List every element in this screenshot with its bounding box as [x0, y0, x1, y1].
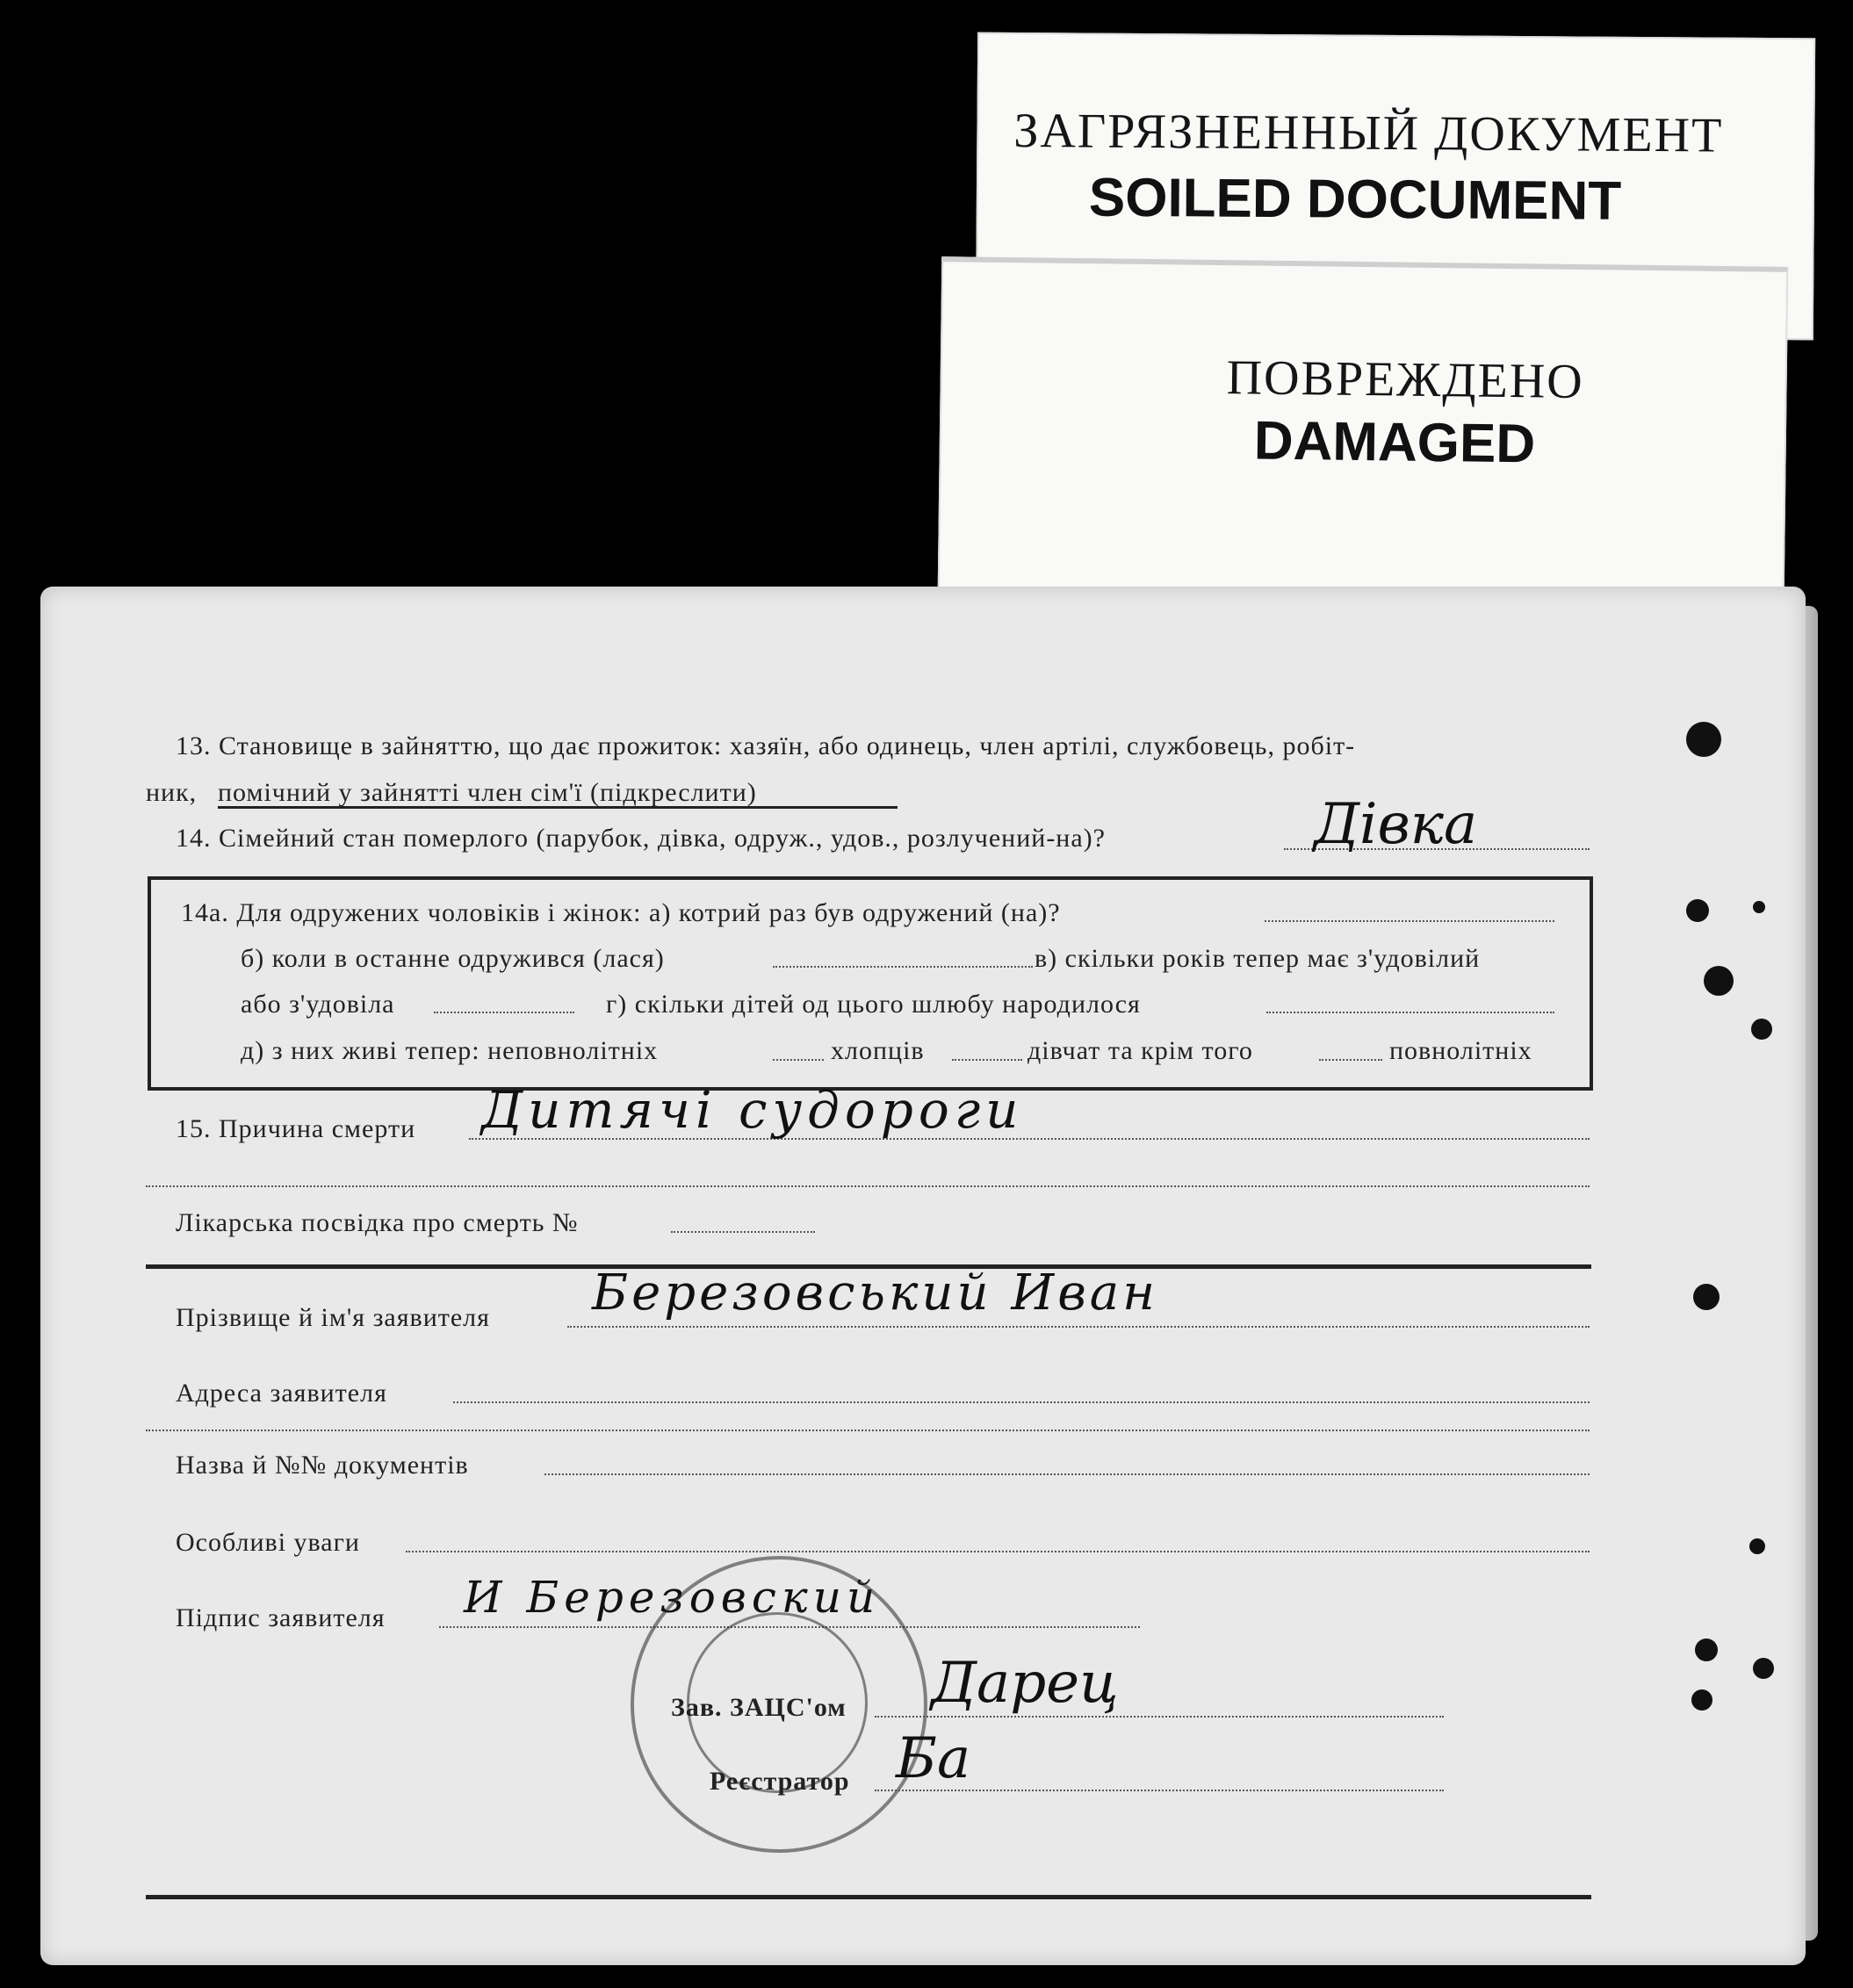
medical-cert-label: Лікарська посвідка про смерть № [176, 1208, 579, 1237]
item15-second-line [146, 1185, 1590, 1187]
item14a-b-field-line [773, 966, 1033, 968]
item14a-line3b: г) скільки дітей од цього шлюбу народилося [606, 990, 1141, 1019]
documents-line [544, 1473, 1590, 1475]
applicant-address-label: Адреса заявителя [176, 1379, 387, 1408]
documents-label: Назва й №№ документів [176, 1451, 469, 1480]
special-notes-label: Особливі уваги [176, 1528, 360, 1557]
binder-hole [1691, 1689, 1712, 1711]
item14a-line4b: хлопців [831, 1036, 925, 1065]
applicant-address-line [453, 1401, 1590, 1403]
item14a-line1: 14а. Для одружених чоловіків і жінок: а) котрий раз був одружений (на)? [181, 898, 1061, 927]
applicant-address-second-line [146, 1430, 1590, 1431]
special-notes-line [406, 1551, 1590, 1552]
item15-cause-of-death-value: Дитячі судороги [481, 1080, 1024, 1140]
head-zags-line [875, 1716, 1444, 1718]
item14-label: 14. Сімейний стан померлого (парубок, дівка, одруж., удов., розлучений-на)? [176, 824, 1106, 853]
item14a-boys-field-line [952, 1059, 1022, 1061]
head-zags-signature: Дарец [931, 1651, 1119, 1716]
item14a-a-field-line [1265, 920, 1554, 922]
item13-line1: 13. Становище в зайняттю, що дає прожиток: хазяїн, або одинець, член артілі, службовець, робіт- [176, 731, 1356, 760]
item14a-v-field-line [434, 1012, 574, 1013]
binder-hole [1704, 966, 1734, 996]
damaged-label-en: DAMAGED [1253, 410, 1536, 475]
applicant-signature-label: Підпис заявителя [176, 1603, 386, 1632]
binder-hole [1753, 901, 1765, 913]
applicant-signature-value: И Березовский [464, 1572, 881, 1623]
section-divider-bottom [146, 1895, 1591, 1899]
binder-hole [1695, 1639, 1718, 1661]
item14a-line4a: д) з них живі тепер: неповнолітніх [241, 1036, 659, 1065]
binder-hole [1686, 722, 1721, 757]
item13-line2-underlined: помічний у зайнятті член сім'ї (підкреслити) [218, 778, 757, 807]
item14a-line2b: в) скільки років тепер має з'удовілий [1035, 944, 1481, 973]
applicant-name-label: Прізвище й ім'я заявителя [176, 1303, 490, 1332]
item14a-minors-field-line [773, 1059, 824, 1061]
binder-hole [1686, 899, 1709, 922]
item14-marital-status-value: Дівка [1314, 792, 1478, 857]
registrar-label: Реєстратор [710, 1767, 850, 1796]
item14a-line2a: б) коли в останне одружився (лася) [241, 944, 665, 973]
soiled-label-ru: ЗАГРЯЗНЕННЫЙ ДОКУМЕНТ [1013, 103, 1724, 163]
item14a-line4d: повнолітніх [1389, 1036, 1532, 1065]
item14a-line3a: або з'удовіла [241, 990, 395, 1019]
binder-hole [1753, 1658, 1774, 1679]
item13-line2-prefix: ник, [146, 778, 198, 807]
soiled-label-en: SOILED DOCUMENT [1088, 167, 1622, 232]
item13-handwritten-underline [218, 806, 898, 809]
applicant-name-line [567, 1326, 1590, 1328]
damaged-document-label [938, 256, 1789, 601]
item14a-line4c: дівчат та крім того [1027, 1036, 1253, 1065]
item14a-girls-field-line [1319, 1059, 1382, 1061]
registrar-signature: Ба [896, 1726, 971, 1791]
applicant-name-value: Березовський Иван [592, 1264, 1159, 1322]
medical-cert-number-line [671, 1231, 815, 1233]
binder-hole [1693, 1284, 1720, 1310]
item14a-g-field-line [1266, 1012, 1554, 1013]
item15-label: 15. Причина смерти [176, 1114, 416, 1143]
head-zags-label: Зав. ЗАЦС'ом [671, 1693, 847, 1722]
binder-hole [1749, 1538, 1765, 1554]
binder-hole [1751, 1019, 1772, 1040]
damaged-label-ru: ПОВРЕЖДЕНО [1226, 350, 1585, 410]
